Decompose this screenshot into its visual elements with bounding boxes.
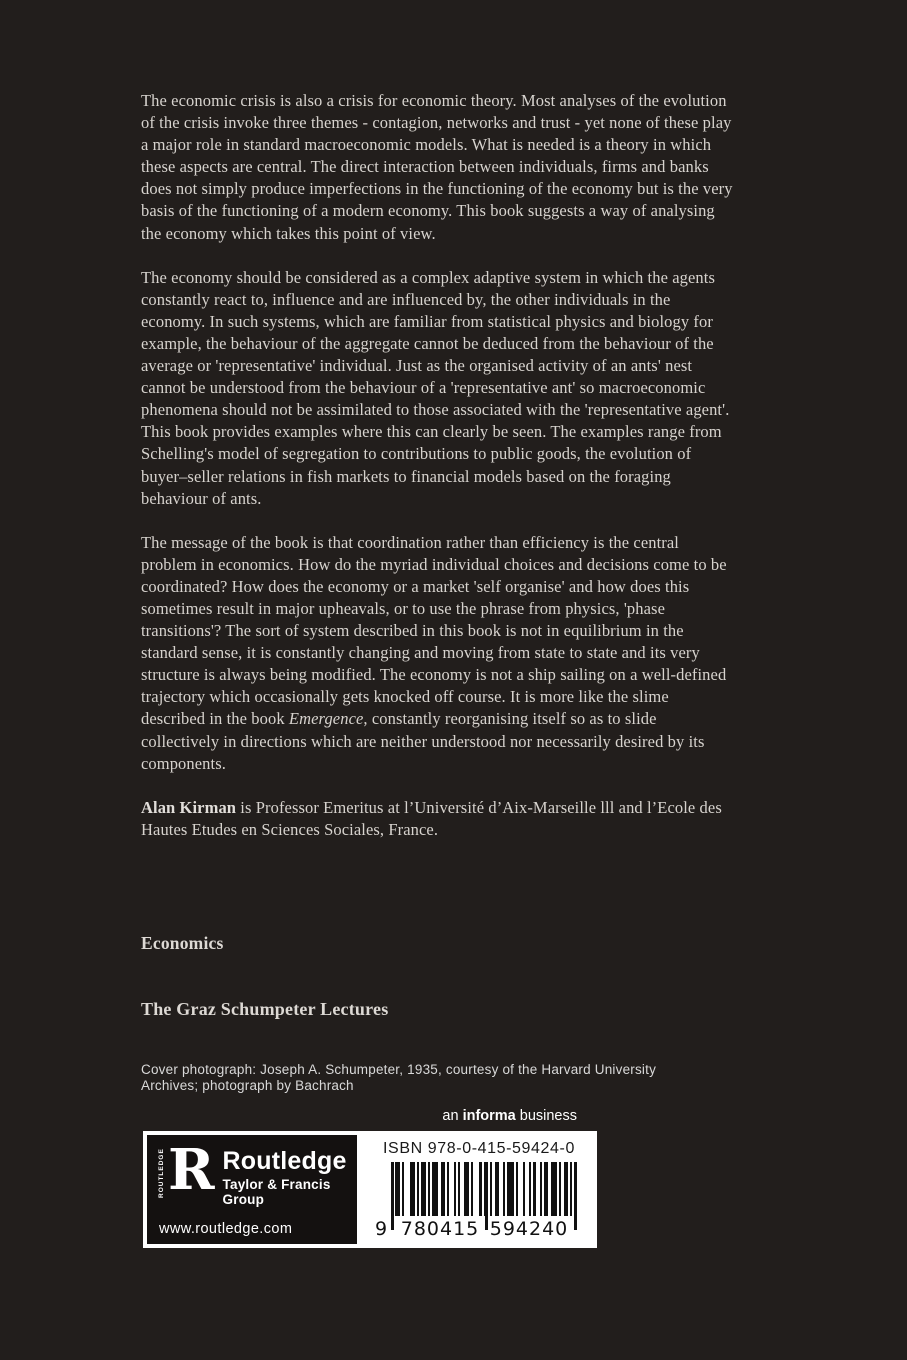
author-name: Alan Kirman (141, 797, 237, 817)
author-note (141, 797, 737, 841)
blurb-paragraph-1: The economic crisis is also a crisis for economic theory. Most analyses of the evolution of the crisis invoke three themes - contagion, networks and trust - yet none of these play a major role in standard macroeconomic models. What is needed is a theory in which these aspects are central. The direct interaction between individuals, firms and banks does not simply produce imperfections in the functioning of the economy but is the very basis of the functioning of a modern economy. This book suggests a way of analysing the economy which takes this point of view. (141, 91, 733, 243)
isbn-box (361, 1131, 597, 1248)
blurb-paragraph-3-text: The message of the book is that coordination rather than efficiency is the central problem in economics. How do the myriad individual choices and decisions come to be coordinated? How does the economy or a market 'self organise' and how does this sometimes result in major upheavals, or to use the phrase from physics, 'phase transitions'? The sort of system described in this book is not in equilibrium in the standard sense, it is constantly changing and moving from state to state and its very structure is always being modified. The economy is not a ship sailing on a well-defined trajectory which occasionally gets knocked off course. It is more like the slime described in the book (141, 532, 727, 729)
routledge-logo-icon (157, 1137, 215, 1203)
author-bio: is Professor Emeritus at l’Université d’Aix-Marseille lll and l’Ecole des Hautes Etudes en Sciences Sociales, France. (141, 797, 722, 839)
publisher-logo-row (147, 1135, 357, 1207)
routledge-r-mark-icon: R (168, 1137, 215, 1203)
routledge-vertical-text: ROUTLEDGE (158, 1148, 165, 1198)
website-url: www.routledge.com (159, 1221, 293, 1237)
barcode-bars (391, 1162, 577, 1216)
barcode-digit-group: 594240 (489, 1218, 569, 1240)
blurb-paragraph-3-tail: , constantly reorganising itself so as to slide collectively in directions which are neither understood nor necessarily desired by its components. (141, 709, 705, 773)
category-label: Economics (141, 933, 224, 953)
photo-credit (141, 1062, 661, 1093)
blurb-paragraph-2: The economy should be considered as a complex adaptive system in which the agents constantly react to, influence and are influenced by, the other individuals in the economy. In such systems, which are familiar from statistical physics and biology for example, the behaviour of the aggregate cannot be deduced from the behaviour of the average or 'representative' individual. Just as the organised activity of an ants' nest cannot be understood from the behaviour of a 'representative ant' so macroeconomic phenomena should not be assimilated to those associated with the 'representative agent'. This book provides examples where this can clearly be seen. The examples range from Schelling's model of segregation to contributions to public goods, the evolution of buyer–seller relations in fish markets to financial models based on the foraging behaviour of ants. (141, 267, 730, 508)
photo-credit-line-2: Archives; photograph by Bachrach (141, 1077, 354, 1093)
barcode (375, 1162, 583, 1244)
blurb-paragraph-3 (141, 532, 737, 775)
series-title: The Graz Schumpeter Lectures (141, 999, 389, 1019)
photo-credit-line-1: Cover photograph: Joseph A. Schumpeter, 1935, courtesy of the Harvard University (141, 1062, 657, 1077)
barcode-digits (375, 1216, 583, 1244)
informa-line (141, 1108, 577, 1124)
informa-post: business (515, 1108, 577, 1124)
informa-pre: an (442, 1108, 463, 1124)
informa-brand: informa (462, 1108, 516, 1124)
publisher-names (223, 1144, 357, 1207)
barcode-digit-group: 9 (375, 1218, 388, 1240)
publisher-logo-box (143, 1131, 361, 1248)
blurb (141, 90, 737, 863)
referenced-book-title: Emergence (288, 709, 364, 729)
isbn-label: ISBN 978-0-415-59424-0 (383, 1140, 575, 1157)
group-name: Taylor & Francis Group (222, 1177, 331, 1207)
barcode-digit-group: 780415 (400, 1218, 480, 1240)
brand-name: Routledge (222, 1147, 347, 1175)
